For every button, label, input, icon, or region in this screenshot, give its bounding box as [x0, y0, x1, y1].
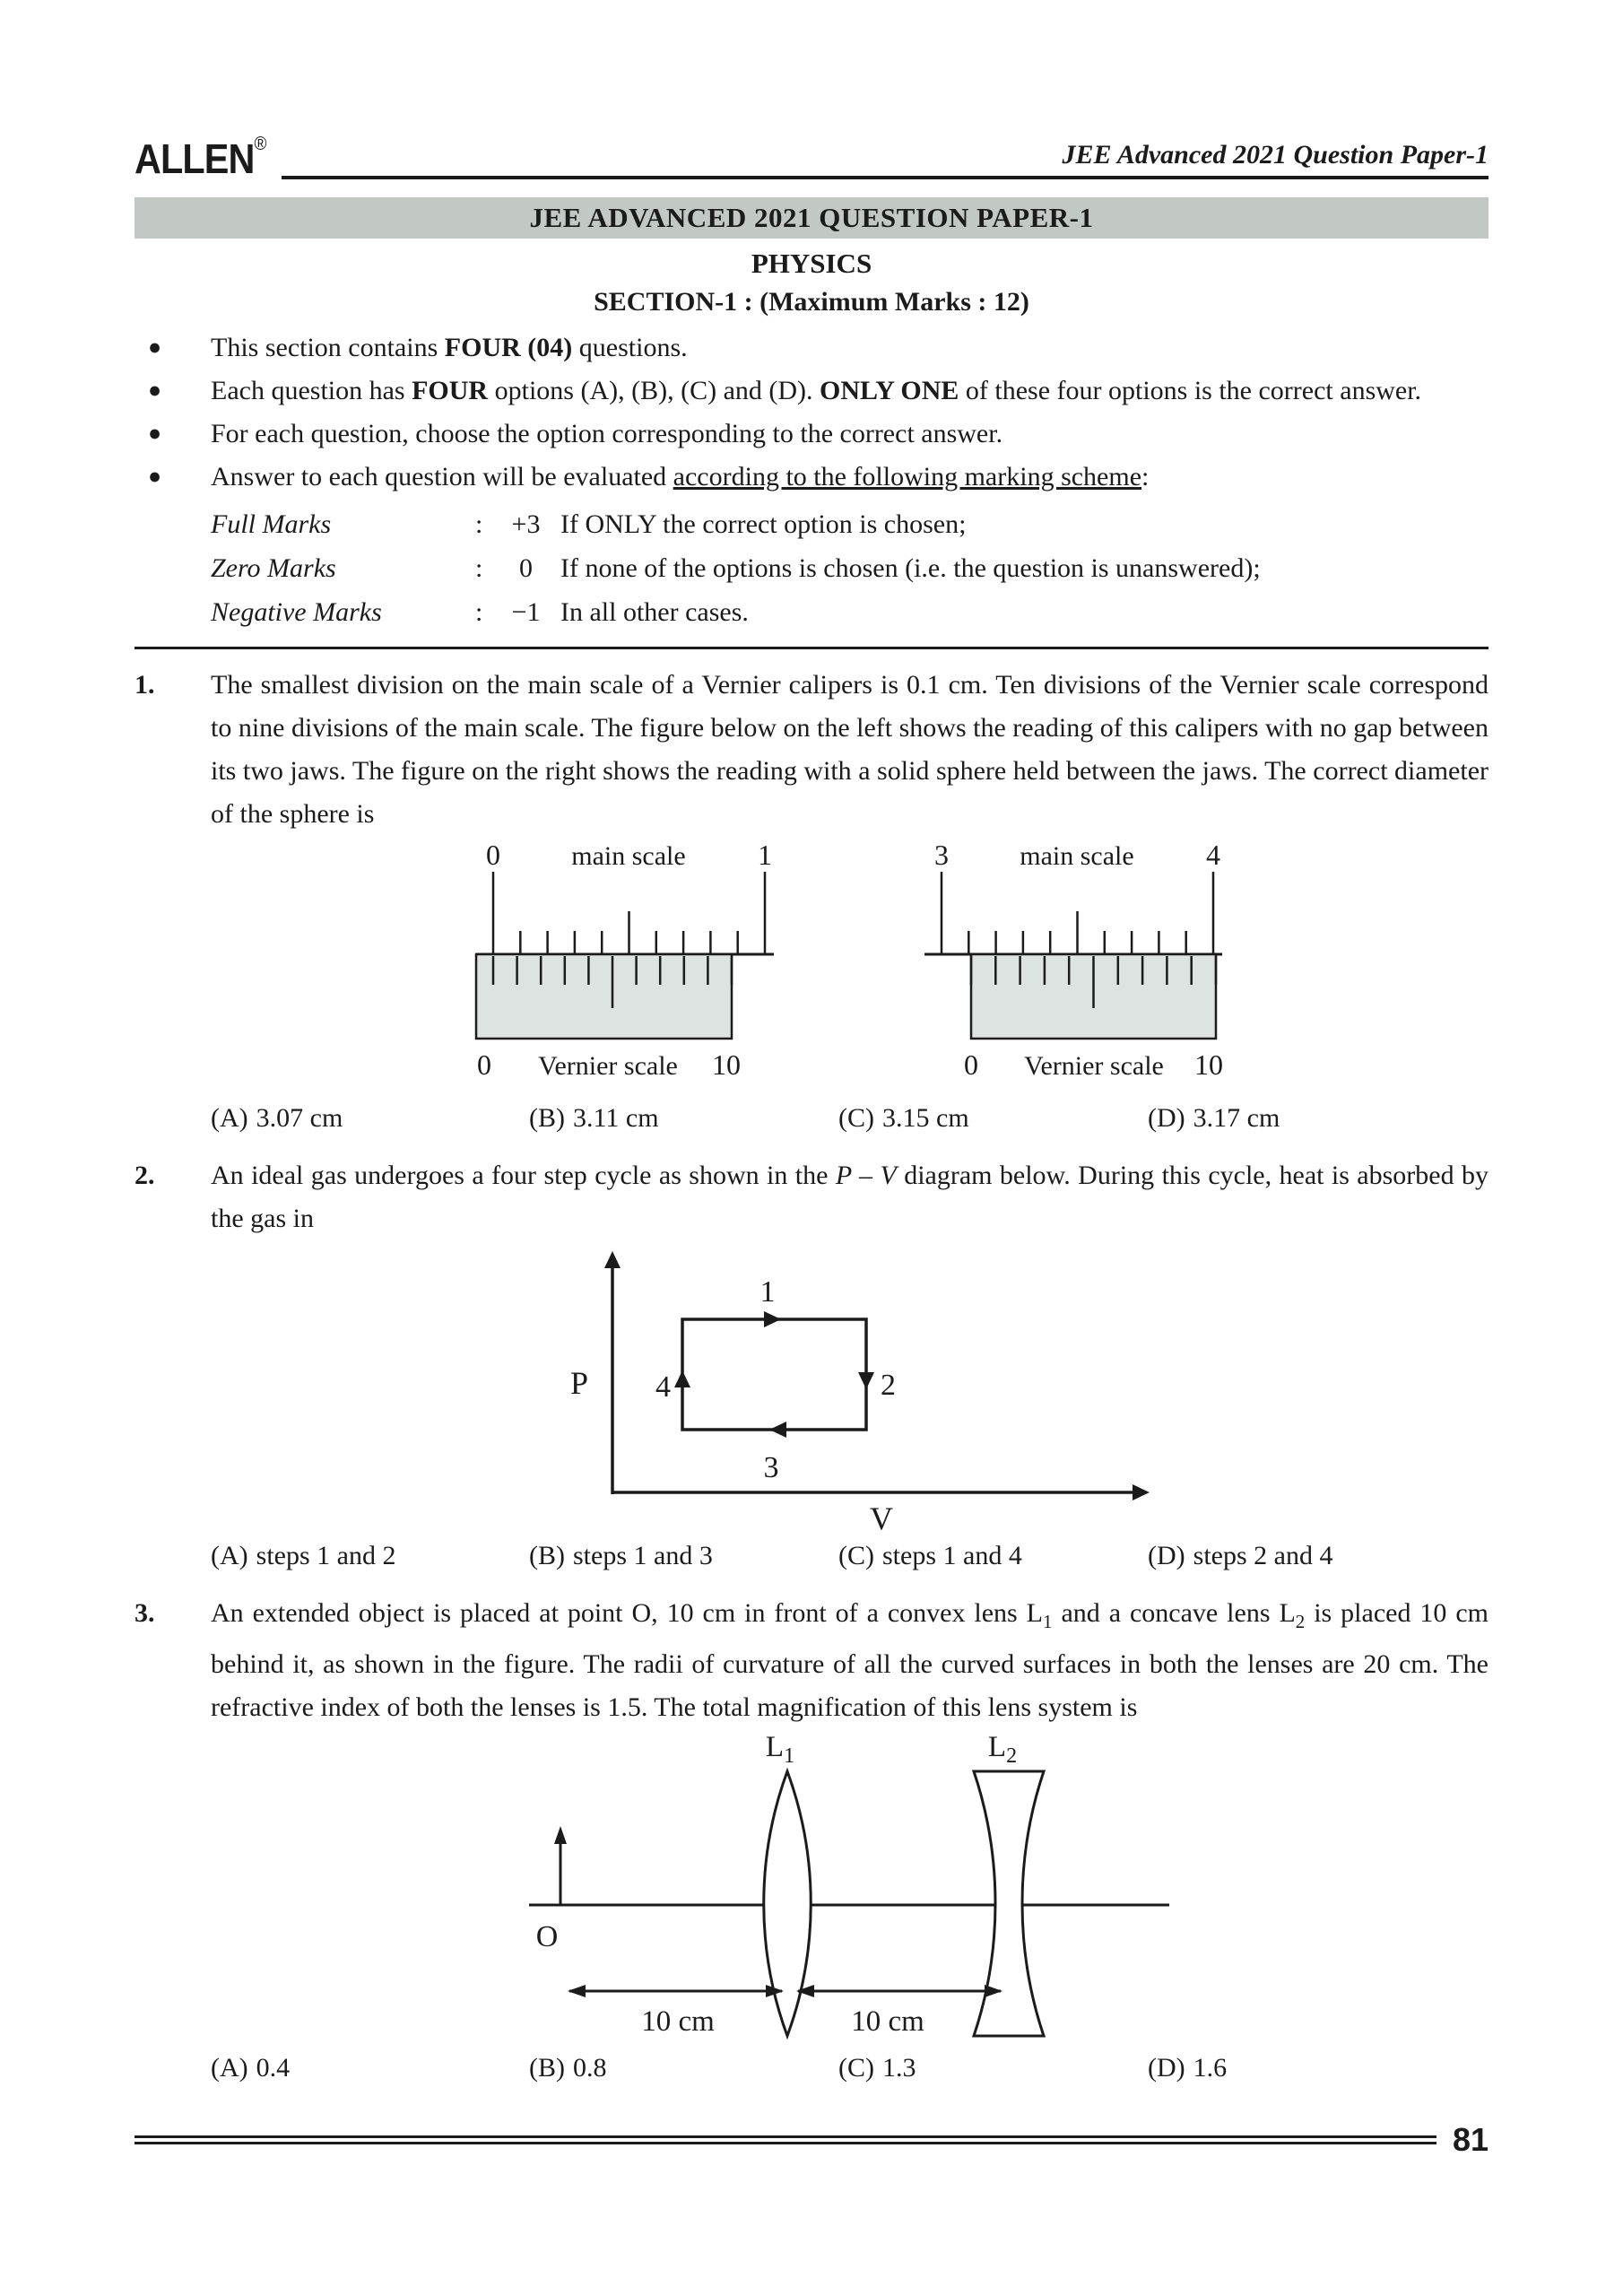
lens1-label: $L_1$ [765, 1731, 794, 1768]
option-a: (A) 3.07 cm [211, 1103, 343, 1133]
section-title: SECTION-1 : (Maximum Marks : 12) [594, 287, 1029, 317]
convex-lens [763, 1771, 811, 2036]
q3-options [211, 2047, 1488, 2090]
marking-label: Zero Marks [211, 553, 336, 583]
main-scale-end: 1 [757, 839, 772, 871]
main-scale-start: 0 [485, 839, 500, 871]
option-b: (B) 3.11 cm [529, 1103, 659, 1133]
q2-options [211, 1535, 1488, 1578]
option-d: (D) 1.6 [1148, 2053, 1228, 2083]
bullet-icon: ● [148, 422, 162, 446]
marking-row-zero [211, 546, 1488, 590]
instruction-item-1 [148, 326, 1488, 370]
p-axis-arrow-icon [604, 1251, 621, 1268]
marking-label: Full Marks [211, 509, 332, 539]
marking-value: −1 [511, 597, 541, 627]
allen-logo [135, 134, 267, 182]
option-a: (A) 0.4 [211, 2053, 291, 2083]
option-d: (D) 3.17 cm [1148, 1103, 1280, 1133]
pv-diagram [536, 1246, 1164, 1533]
instruction-text: Answer to each question will be evaluated according to the following marking scheme: [211, 462, 1150, 491]
step3-label: 3 [763, 1451, 778, 1484]
marking-colon: : [475, 597, 483, 627]
registered-mark-icon: ® [254, 134, 267, 154]
vernier-scale-label: Vernier scale [537, 1051, 678, 1081]
marking-colon: : [475, 553, 483, 583]
section-divider [135, 647, 1488, 649]
v-axis-label: V [869, 1500, 893, 1533]
question-body [211, 1154, 1488, 1578]
question-text: An extended object is placed at point O, 10 cm in front of a convex lens $L_1$ and a concave lens $L_2$ is placed 10 cm behind it, as shown in the figure. The radii of curvature of all the curved surfaces in both the lenses are 20 cm. The refractive index of both the lenses is 1.5. The total magnification of this lens system is [211, 1598, 1488, 1722]
option-d: (D) steps 2 and 4 [1148, 1541, 1333, 1570]
instruction-text: Each question has FOUR options (A), (B), (C) and (D). ONLY ONE of these four options is the correct answer. [211, 376, 1422, 405]
instruction-item-2 [148, 370, 1488, 413]
pv-diagram-figure [211, 1246, 1488, 1533]
question-3 [135, 1592, 1488, 2090]
main-scale-start: 3 [933, 839, 949, 871]
page-footer [135, 2121, 1488, 2158]
marking-row-negative [211, 590, 1488, 634]
marking-text: If ONLY the correct option is chosen; [560, 509, 967, 539]
marking-text: If none of the options is chosen (i.e. the question is unanswered); [560, 553, 1261, 583]
allen-logo-text: ALLEN [135, 135, 255, 182]
footer-divider [135, 2135, 1436, 2144]
dim1-left-arrow-icon [568, 1985, 586, 1997]
vernier-figure-right [922, 839, 1227, 1095]
bullet-icon: ● [148, 465, 162, 489]
object-arrow-icon [554, 1826, 567, 1844]
main-scale-label: main scale [570, 841, 686, 871]
option-c: (C) 1.3 [838, 2053, 916, 2083]
vernier-scale-end: 10 [711, 1048, 741, 1081]
question-number: 2. [135, 1161, 155, 1190]
option-b: (B) 0.8 [529, 2053, 607, 2083]
lens-diagram [527, 1731, 1173, 2045]
instruction-text: This section contains FOUR (04) questions. [211, 333, 688, 362]
v-axis-arrow-icon [1133, 1484, 1150, 1500]
marking-scheme [211, 502, 1488, 634]
step1-arrow-icon [764, 1311, 781, 1327]
distance1-label: 10 cm [640, 2005, 715, 2038]
instructions-list [135, 326, 1488, 499]
vernier-scale-label: Vernier scale [1023, 1051, 1164, 1081]
question-1 [135, 664, 1488, 1140]
marking-colon: : [475, 509, 483, 539]
question-text: The smallest division on the main scale of a Vernier calipers is 0.1 cm. Ten divisions of the Vernier scale correspond to nine divisions of the main scale. The figure below on the left shows the reading of this calipers with no gap between its two jaws. The figure on the right shows the reading with a solid sphere held between the jaws. The correct diameter of the sphere is [211, 670, 1488, 829]
vernier-scale-start: 0 [476, 1048, 491, 1081]
question-number: 1. [135, 670, 155, 700]
option-a: (A) steps 1 and 2 [211, 1541, 396, 1570]
cycle-rectangle [682, 1319, 866, 1430]
marking-row-full [211, 502, 1488, 546]
question-body [211, 1592, 1488, 2090]
marking-text: In all other cases. [560, 597, 749, 627]
main-scale-label: main scale [1019, 841, 1134, 871]
q1-options [211, 1097, 1488, 1140]
vernier-calipers-figure [211, 839, 1488, 1095]
header-rule [282, 140, 1488, 179]
question-number: 3. [135, 1598, 155, 1628]
object-label: O [535, 1920, 558, 1953]
lens-system-figure [211, 1731, 1488, 2045]
vernier-scale-start: 0 [963, 1048, 978, 1081]
page-number: 81 [1452, 2121, 1488, 2158]
lens2-label: $L_2$ [987, 1731, 1017, 1768]
option-b: (B) steps 1 and 3 [529, 1541, 713, 1570]
question-text: An ideal gas undergoes a four step cycle as shown in the P – V diagram below. During this cycle, heat is absorbed by the gas in [211, 1161, 1489, 1233]
vernier-scale-end: 10 [1193, 1048, 1223, 1081]
step2-label: 2 [880, 1369, 896, 1402]
paper-title-banner: JEE ADVANCED 2021 QUESTION PAPER-1 [135, 197, 1488, 239]
step4-label: 4 [655, 1370, 671, 1404]
bullet-icon: ● [148, 335, 162, 360]
vernier-slider [476, 954, 732, 1039]
subject-title: PHYSICS [751, 248, 872, 279]
marking-value: 0 [519, 553, 533, 583]
option-c: (C) steps 1 and 4 [838, 1541, 1022, 1570]
instruction-text: For each question, choose the option corresponding to the correct answer. [211, 419, 1003, 448]
question-2 [135, 1154, 1488, 1578]
step3-arrow-icon [769, 1422, 786, 1438]
distance2-label: 10 cm [850, 2005, 924, 2038]
instruction-item-4 [148, 456, 1488, 499]
option-c: (C) 3.15 cm [838, 1103, 969, 1133]
page-header [135, 134, 1488, 182]
step2-arrow-icon [858, 1372, 874, 1389]
marking-label: Negative Marks [211, 597, 382, 627]
p-axis-label: P [569, 1365, 588, 1401]
bullet-icon: ● [148, 378, 162, 403]
vernier-figure-left [473, 839, 778, 1095]
question-body [211, 664, 1488, 1140]
marking-value: +3 [511, 509, 541, 539]
main-scale-end: 4 [1205, 839, 1220, 871]
step1-label: 1 [759, 1275, 775, 1309]
instruction-item-3 [148, 413, 1488, 456]
header-title: JEE Advanced 2021 Question Paper-1 [1062, 140, 1488, 170]
step4-arrow-icon [674, 1370, 690, 1387]
